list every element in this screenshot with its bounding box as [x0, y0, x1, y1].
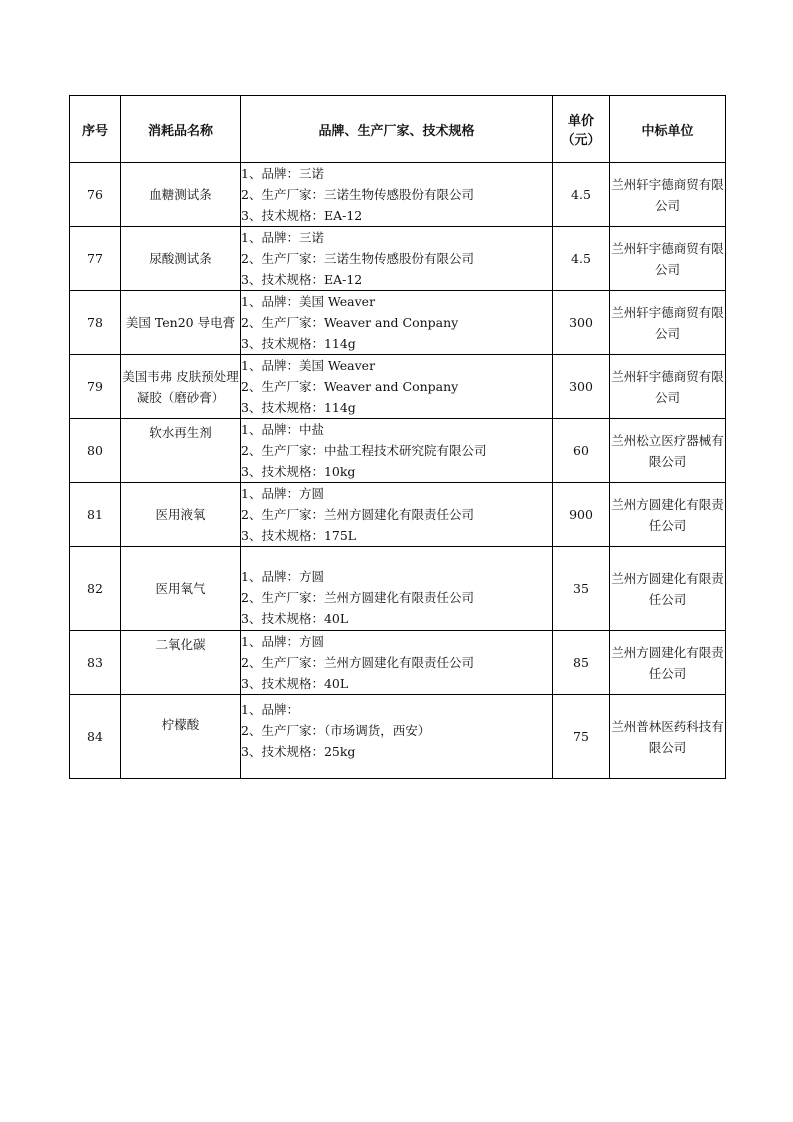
row-unit: 兰州轩宇德商贸有限公司	[610, 163, 726, 227]
row-name: 软水再生剂	[121, 419, 241, 483]
header-row	[70, 96, 726, 163]
row-unit: 兰州松立医疗器械有限公司	[610, 419, 726, 483]
row-spec	[241, 631, 553, 695]
row-price: 85	[553, 631, 610, 695]
spec-model: 3、技术规格：114g	[241, 400, 356, 415]
row-name: 血糖测试条	[121, 163, 241, 227]
spec-model: 3、技术规格：175L	[241, 528, 357, 543]
row-price: 4.5	[553, 227, 610, 291]
row-spec	[241, 547, 553, 631]
table-row	[70, 695, 726, 779]
row-spec	[241, 291, 553, 355]
row-spec	[241, 419, 553, 483]
row-price: 35	[553, 547, 610, 631]
row-unit: 兰州普林医药科技有限公司	[610, 695, 726, 779]
row-spec	[241, 355, 553, 419]
spec-maker: 2、生产厂家：三诺生物传感股份有限公司	[241, 251, 474, 266]
spec-model: 3、技术规格：EA-12	[241, 272, 363, 287]
row-price: 300	[553, 355, 610, 419]
row-unit: 兰州方圆建化有限责任公司	[610, 547, 726, 631]
table-row	[70, 547, 726, 631]
row-price: 300	[553, 291, 610, 355]
spec-maker: 2、生产厂家：兰州方圆建化有限责任公司	[241, 507, 474, 522]
header-price-line1: 单价	[567, 114, 594, 129]
row-unit: 兰州轩宇德商贸有限公司	[610, 227, 726, 291]
row-seq: 83	[70, 631, 121, 695]
row-spec	[241, 695, 553, 779]
spec-maker: 2、生产厂家：Weaver and Conpany	[241, 315, 459, 330]
spec-brand: 1、品牌：方圆	[241, 634, 324, 649]
table-row	[70, 355, 726, 419]
table-row	[70, 291, 726, 355]
row-seq: 81	[70, 483, 121, 547]
spec-brand: 1、品牌：三诺	[241, 230, 324, 245]
spec-maker: 2、生产厂家：三诺生物传感股份有限公司	[241, 187, 474, 202]
row-name: 二氧化碳	[121, 631, 241, 695]
row-name: 柠檬酸	[121, 695, 241, 779]
header-seq: 序号	[70, 96, 121, 163]
spec-brand: 1、品牌：中盐	[241, 422, 324, 437]
row-name: 医用液氧	[121, 483, 241, 547]
spec-model: 3、技术规格：40L	[241, 676, 349, 691]
row-price: 900	[553, 483, 610, 547]
row-name: 医用氧气	[121, 547, 241, 631]
row-spec	[241, 163, 553, 227]
spec-brand: 1、品牌：方圆	[241, 569, 324, 584]
spec-model: 3、技术规格：114g	[241, 336, 356, 351]
row-price: 4.5	[553, 163, 610, 227]
row-spec	[241, 227, 553, 291]
spec-brand: 1、品牌：三诺	[241, 166, 324, 181]
row-price: 75	[553, 695, 610, 779]
spec-model: 3、技术规格：10kg	[241, 464, 356, 479]
spec-brand: 1、品牌：	[241, 702, 299, 717]
spec-model: 3、技术规格：EA-12	[241, 208, 363, 223]
spec-maker: 2、生产厂家：（市场调货，西安）	[241, 723, 431, 738]
header-unit: 中标单位	[610, 96, 726, 163]
table-row	[70, 419, 726, 483]
row-seq: 77	[70, 227, 121, 291]
spec-maker: 2、生产厂家：兰州方圆建化有限责任公司	[241, 655, 474, 670]
row-name: 尿酸测试条	[121, 227, 241, 291]
header-name: 消耗品名称	[121, 96, 241, 163]
row-seq: 82	[70, 547, 121, 631]
table-row	[70, 631, 726, 695]
row-unit: 兰州轩宇德商贸有限公司	[610, 291, 726, 355]
row-price: 60	[553, 419, 610, 483]
spec-brand: 1、品牌：美国 Weaver	[241, 294, 376, 309]
table-row	[70, 163, 726, 227]
consumables-table	[69, 95, 726, 779]
row-name: 美国韦弗 皮肤预处理凝胶（磨砂膏）	[121, 355, 241, 419]
row-name: 美国 Ten20 导电膏	[121, 291, 241, 355]
row-seq: 84	[70, 695, 121, 779]
table-row	[70, 483, 726, 547]
row-unit: 兰州方圆建化有限责任公司	[610, 483, 726, 547]
header-spec: 品牌、生产厂家、技术规格	[241, 96, 553, 163]
row-unit: 兰州轩宇德商贸有限公司	[610, 355, 726, 419]
row-seq: 76	[70, 163, 121, 227]
row-seq: 80	[70, 419, 121, 483]
spec-model: 3、技术规格：40L	[241, 611, 349, 626]
row-seq: 78	[70, 291, 121, 355]
row-spec	[241, 483, 553, 547]
header-price-line2: （元）	[561, 133, 601, 148]
row-unit: 兰州方圆建化有限责任公司	[610, 631, 726, 695]
spec-brand: 1、品牌：美国 Weaver	[241, 358, 376, 373]
spec-model: 3、技术规格：25kg	[241, 744, 356, 759]
table-row	[70, 227, 726, 291]
header-price	[553, 96, 610, 163]
spec-maker: 2、生产厂家：兰州方圆建化有限责任公司	[241, 590, 474, 605]
row-seq: 79	[70, 355, 121, 419]
spec-brand: 1、品牌：方圆	[241, 486, 324, 501]
spec-maker: 2、生产厂家：Weaver and Conpany	[241, 379, 459, 394]
spec-maker: 2、生产厂家：中盐工程技术研究院有限公司	[241, 443, 487, 458]
